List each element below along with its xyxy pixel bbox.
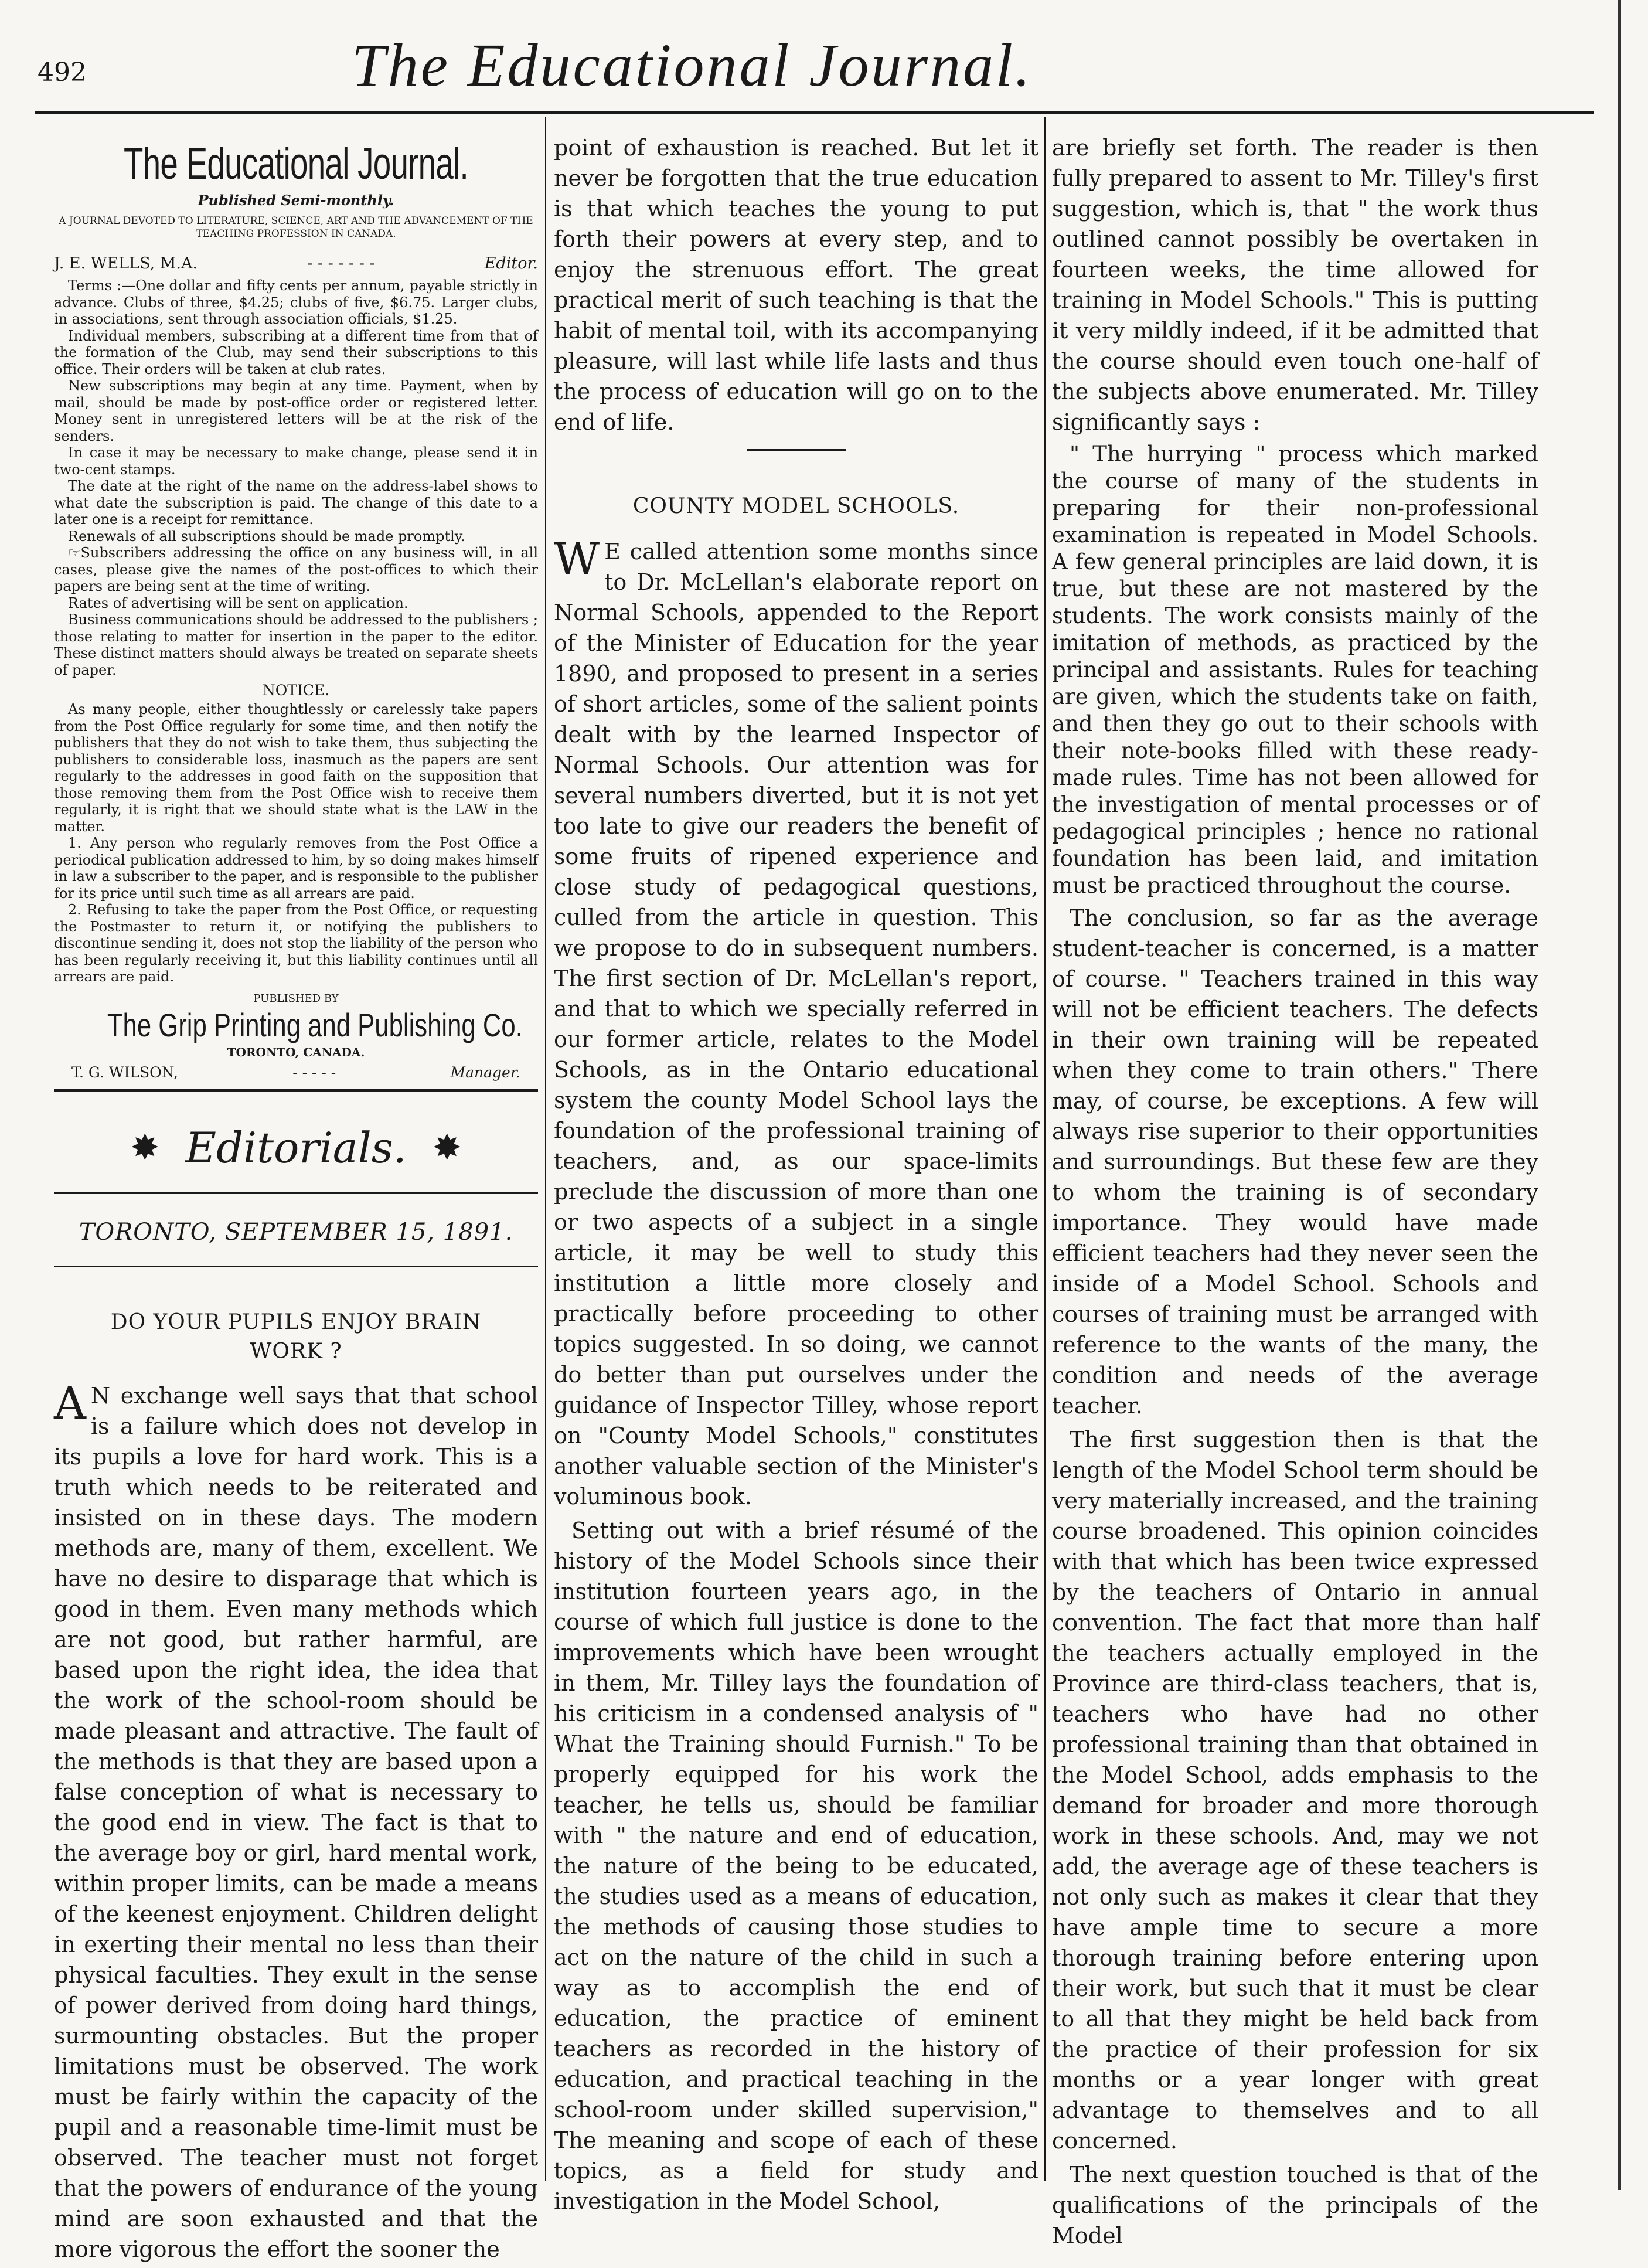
column-divider: [1044, 117, 1046, 2181]
section-rule: [747, 449, 846, 451]
published-by-label: PUBLISHED BY: [253, 992, 339, 1005]
notice-heading: NOTICE.: [262, 682, 330, 699]
page-number: 492: [38, 57, 87, 87]
article-text: E called attention some months since to Dr. McLellan's elaborate report on Normal Schools, appended to the Report of the Minister of Education for the year 1890, and proposed to present in a series of short articles, some of the salient points dealt with by the learned Inspector of Normal Schools. Our attention was for several numbers diverted, but it is not yet too late to give our readers the benefit of some fruits of ripened experience and close study of pedagogical questions, culled from the article in question. This we propose to do in subsequent numbers. The first section of Dr. McLellan's report, and that to which we specially referred in our former article, relates to the Model Schools, as in the Ontario educational system the county Model School lays the foundation of the professional training of teachers, and, as our space-limits preclude the discussion of more than one or two aspects of a subject in a single article, it may be well to study this institution a little more closely and practically before proceeding to other topics suggested. In so doing, we cannot do better than put ourselves under the guidance of Inspector Tilley, whose report on "County Model Schools," constitutes another valuable section of the Minister's voluminous book.: [554, 539, 1038, 1509]
article-paragraph: [54, 1376, 538, 2264]
page-edge: [1618, 0, 1621, 2190]
terms-paragraph: New subscriptions may begin at any time. Payment, when by mail, should be made by post-office order or registered letter. Money sent in unregistered letters will be at the risk of the senders.: [54, 378, 538, 444]
section-rule: [54, 1192, 538, 1194]
terms-paragraph: Business communications should be addressed to the publishers ; those relating to matter for insertion in the paper to the editor. These distinct matters should always be treated on separate sheets of paper.: [54, 611, 538, 678]
publisher-name: The Grip Printing and Publishing Co.: [107, 1006, 523, 1043]
drop-cap: W: [554, 533, 600, 585]
header-rule: [35, 111, 1594, 114]
notice-paragraph: As many people, either thoughtlessly or carelessly take papers from the Post Office regularly for some time, and then notify the publishers that they do not wish to take them, thus subjecting the publishers to considerable loss, inasmuch as the papers are sent regularly to the addresses in good faith on the supposition that those removing them from the Post Office wish to receive them regularly, it is right that we should state what is the LAW in the matter.: [54, 701, 538, 835]
masthead-title: The Educational Journal.: [352, 32, 1033, 99]
drop-cap: A: [54, 1376, 86, 1429]
terms-paragraph: Individual members, subscribing at a different time from that of the formation of the Club, may send their subscriptions to this office. Their orders will be taken at club rates.: [54, 327, 538, 378]
article-paragraph: The next question touched is that of the qualifications of the principals of the Model: [1052, 2162, 1538, 2249]
continued-paragraph: point of exhaustion is reached. But let it never be forgotten that the true education is that which teaches the young to put forth their powers at every step, and to enjoy the strenuous effort. The great practical merit of such teaching is that the habit of mental toil, with its accompanying pleasure, will last while life lasts and thus the process of education will go on to the end of life.: [554, 135, 1038, 435]
notice-paragraph: 2. Refusing to take the paper from the Post Office, or requesting the Postmaster to return it, or notifying the publishers to discontinue sending it, does not stop the liability of the person who has been regularly receiving it, but this liability continues until all arrears are paid.: [54, 902, 538, 985]
terms-paragraph: Rates of advertising will be sent on application.: [68, 594, 408, 611]
terms-paragraph: In case it may be necessary to make change, please send it in two-cent stamps.: [54, 444, 538, 478]
article-paragraph: The conclusion, so far as the average student-teacher is concerned, is a matter of course. " Teachers trained in this way will not be efficient teachers. The defects in their own training will be repeated when they come to train others." There may, of course, be exceptions. A few will always rise superior to their opportunities and surroundings. But these few are they to whom the training is of secondary importance. They would have made efficient teachers had they never seen the inside of a Model School. Schools and courses of training must be arranged with reference to the wants of the many, the condition and needs of the average teacher.: [1052, 905, 1538, 1419]
column-divider: [545, 117, 546, 2181]
terms-paragraph: The date at the right of the name on the address-label shows to what date the subscription is paid. The change of this date to a later one is a receipt for remittance.: [54, 478, 538, 528]
block-quote: " The hurrying " process which marked the course of many of the students in preparing for their non-professional examination is repeated in Model Schools. A few general principles are laid down, it is true, but these are not mastered by the students. The work consists mainly of the imitation of methods, as practiced by the principal and assistants. Rules for teaching are given, which the students take on faith, and then they go out to their schools with their note-books filled with these ready-made rules. Time has not been allowed for the investigation of mental processes or of pedagogical principles ; hence no rational foundation has been laid, and imitation must be practiced throughout the course.: [1052, 441, 1538, 898]
journal-title: The Educational Journal.: [123, 139, 469, 189]
editor-name: J. E. WELLS, M.A.: [54, 254, 198, 273]
column-right: [1052, 132, 1538, 2255]
manager-name: T. G. WILSON,: [71, 1063, 178, 1081]
section-rule: [54, 1266, 538, 1267]
article-heading: COUNTY MODEL SCHOOLS.: [632, 494, 960, 518]
column-left: [54, 132, 538, 2268]
manager-dashes: - - - - -: [292, 1063, 336, 1081]
published-frequency: Published Semi-monthly.: [198, 192, 394, 209]
article-text: N exchange well says that that school is a failure which does not develop in its pupils a love for hard work. This is a truth which needs to be reiterated and insisted on in these days. The modern methods are, many of them, excellent. We have no desire to disparage that which is good in them. Even many methods which are not good, but rather harmful, are based upon the right idea, the idea that the work of the school-room should be made pleasant and attractive. The fault of the methods is that they are based upon a false conception of what is necessary to the good end in view. The fact is that to the average boy or girl, hard mental work, within proper limits, can be made a means of the keenest enjoyment. Children delight in exerting their mental no less than their physical faculties. They exult in the sense of power derived from doing hard things, surmounting obstacles. But the proper limitations must be observed. The work must be fairly within the capacity of the pupil and a reasonable time-limit must be observed. The teacher must not forget that the powers of endurance of the young mind are soon exhausted and that the more vigorous the effort the sooner the: [54, 1382, 538, 2262]
terms-paragraph: Terms :—One dollar and fifty cents per annum, payable strictly in advance. Clubs of three, $4.25; clubs of five, $6.75. Larger clubs, in associations, sent through association officials, $1.25.: [54, 277, 538, 327]
section-rule: [54, 1089, 538, 1092]
column-middle: [554, 132, 1038, 2220]
article-paragraph: The first suggestion then is that the length of the Model School term should be very materially increased, and the training course broadened. This opinion coincides with that which has been twice expressed by the teachers of Ontario in annual convention. The fact that more than half the teachers actually employed in the Province are third-class teachers, that is, teachers who have had no other professional training than that obtained in the Model School, adds emphasis to the demand for broader and more thorough work in these schools. And, may we not add, the average age of these teachers is not only such as makes it clear that they have ample time to secure a more thorough training before entering upon their work, but such that it must be clear to all that they might be held back from the practice of their profession for six months or a year longer with great advantage to themselves and to all concerned.: [1052, 1427, 1538, 2154]
manager-line: [54, 1064, 538, 1081]
article-paragraph: are briefly set forth. The reader is then fully prepared to assent to Mr. Tilley's first suggestion, which is, that " the work thus outlined cannot possibly be overtaken in fourteen weeks, the time allowed for training in Model Schools." This is putting it very mildly indeed, if it be admitted that the course should even touch one-half of the subjects above enumerated. Mr. Tilley significantly says :: [1052, 135, 1538, 435]
editor-role: Editor.: [484, 254, 538, 273]
article-paragraph: Setting out with a brief résumé of the history of the Model Schools since their institution fourteen years ago, in the course of which full justice is done to the improvements which have been wrought in them, Mr. Tilley lays the foundation of his criticism in a condensed analysis of " What the Training should Furnish." To be properly equipped for his work the teacher, he tells us, should be familiar with " the nature and end of education, the nature of the being to be educated, the studies used as a means of education, the methods of causing those studies to act on the nature of the child in such a way as to accomplish the end of education, the practice of eminent teachers as recorded in the history of education, and practical teaching in the school-room under skilled supervision," The meaning and scope of each of these topics, as a field for study and investigation in the Model School,: [554, 1518, 1038, 2214]
manager-role: Manager.: [450, 1063, 520, 1081]
article-paragraph: [554, 533, 1038, 1512]
notice-paragraph: 1. Any person who regularly removes from the Post Office a periodical publication addressed to him, by so doing makes himself in law a subscriber to the paper, and is responsible to the publisher for its price until such time as all arrears are paid.: [54, 835, 538, 902]
journal-description: A JOURNAL DEVOTED TO LITERATURE, SCIENCE, ART AND THE ADVANCEMENT OF THE TEACHING PROFESSION IN CANADA.: [59, 215, 533, 240]
ornament-icon: ✸: [432, 1127, 462, 1168]
editor-dashes: - - - - - - -: [307, 254, 375, 273]
article-heading: DO YOUR PUPILS ENJOY BRAIN WORK ?: [110, 1310, 482, 1363]
editor-line: [54, 254, 538, 273]
publisher-city: TORONTO, CANADA.: [227, 1045, 365, 1059]
terms-paragraph: ☞Subscribers addressing the office on any business will, in all cases, please give the names of the post-offices to which their papers are being sent at the time of writing.: [54, 545, 538, 594]
dateline: TORONTO, SEPTEMBER 15, 1891.: [79, 1218, 513, 1246]
terms-paragraph: Renewals of all subscriptions should be made promptly.: [68, 528, 465, 545]
editorials-label: Editorials.: [185, 1123, 407, 1172]
ornament-icon: ✸: [130, 1127, 160, 1168]
editorials-banner: [54, 1113, 538, 1183]
